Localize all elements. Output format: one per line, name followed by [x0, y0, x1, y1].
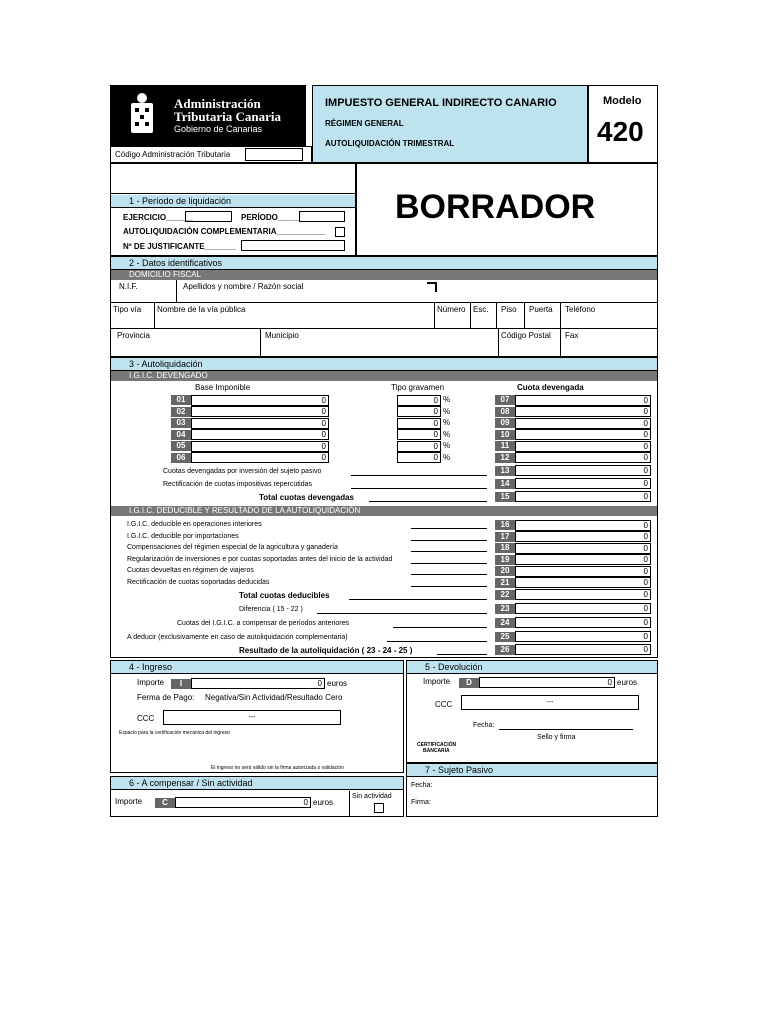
ingreso-ccc-field[interactable]: --- — [163, 710, 341, 725]
deducir-field[interactable]: 0 — [515, 631, 651, 642]
ingreso-importe-label: Importe — [137, 678, 165, 687]
inversion-field[interactable]: 0 — [515, 465, 651, 476]
ingreso-ccc-label: CCC — [137, 714, 155, 723]
resultado-field[interactable]: 0 — [515, 644, 651, 655]
base-field[interactable]: 0 — [191, 429, 329, 440]
name-input[interactable] — [179, 280, 439, 302]
compensar-code: C — [155, 798, 175, 808]
address-row — [111, 303, 657, 329]
base-num: 06 — [171, 453, 191, 463]
self-assessment-label: AUTOLIQUIDACIÓN TRIMESTRAL — [325, 139, 455, 148]
nif-row — [111, 280, 657, 303]
justificante-input[interactable] — [241, 240, 345, 251]
name-label: Apellidos y nombre / Razón social — [183, 282, 304, 291]
tax-title: IMPUESTO GENERAL INDIRECTO CANARIO — [325, 97, 557, 109]
cuota-num: 08 — [495, 407, 515, 417]
compensar-amount-field[interactable]: 0 — [175, 797, 311, 808]
devolucion-importe-label: Importe — [423, 677, 451, 686]
devengado-header: I.G.I.C. DEVENGADO — [111, 371, 657, 381]
cuota-num: 09 — [495, 418, 515, 428]
tipo-field[interactable]: 0 — [397, 441, 441, 452]
diferencia-field[interactable]: 0 — [515, 603, 651, 614]
deducible-num: 19 — [495, 555, 515, 565]
deducible-line — [411, 574, 487, 575]
deducible-header: I.G.I.C. DEDUCIBLE Y RESULTADO DE LA AUTOLIQUIDACIÓN — [111, 506, 657, 516]
deducible-num: 21 — [495, 578, 515, 588]
section5 — [406, 660, 658, 763]
ejercicio-input[interactable] — [185, 211, 232, 222]
espacio-label: Espacio para la certificación mecánica del ingreso — [119, 730, 230, 736]
deducir-label: A deducir (exclusivamente en caso de autoliquidación complementaria) — [127, 634, 348, 641]
cuota-devengada-header: Cuota devengada — [517, 383, 584, 392]
compensar-num: 24 — [495, 618, 515, 628]
deducible-line — [411, 586, 487, 587]
rectificacion-line — [351, 488, 487, 489]
devolucion-code: D — [459, 678, 479, 688]
ejercicio-label: EJERCICIO______ — [123, 213, 193, 222]
domicilio-header: DOMICILIO FISCAL — [111, 270, 657, 280]
compensar-label: Cuotas del I.G.I.C. a compensar de períodos anteriores — [177, 620, 349, 627]
section5-title: 5 - Devolución — [407, 661, 657, 674]
pct-sign: % — [443, 441, 451, 450]
inversion-num: 13 — [495, 466, 515, 476]
pct-sign: % — [443, 395, 451, 404]
tipo-field[interactable]: 0 — [397, 429, 441, 440]
rectificacion-num: 14 — [495, 479, 515, 489]
periodo-input[interactable] — [299, 211, 345, 222]
section7-title: 7 - Sujeto Pasivo — [407, 764, 657, 777]
admin-code-row — [110, 146, 312, 163]
cuota-field[interactable]: 0 — [515, 406, 651, 417]
deducible-label: Rectificación de cuotas soportadas deducidas — [127, 578, 270, 586]
base-num: 05 — [171, 441, 191, 451]
resultado-num: 26 — [495, 645, 515, 655]
ingreso-code: I — [171, 679, 191, 689]
deducible-num: 20 — [495, 566, 515, 576]
logo-block — [110, 85, 306, 146]
ingreso-amount-field[interactable]: 0 — [191, 678, 325, 689]
tipo-field[interactable]: 0 — [397, 395, 441, 406]
deducible-field[interactable]: 0 — [515, 566, 651, 577]
devolucion-fecha-line[interactable] — [499, 729, 633, 730]
municipio-cell[interactable]: Municipio — [261, 329, 499, 356]
devolucion-ccc-field[interactable]: --- — [461, 695, 639, 710]
deducible-num: 18 — [495, 543, 515, 553]
section1-title: 1 - Período de liquidación — [111, 195, 355, 208]
resultado-line — [437, 654, 487, 655]
deducible-line — [411, 528, 487, 529]
deducible-line — [411, 540, 487, 541]
deducible-num: 16 — [495, 520, 515, 530]
org-name-line1: Administración — [174, 96, 261, 111]
base-num: 01 — [171, 395, 191, 405]
org-name-line2: Tributaria Canaria — [174, 109, 282, 124]
total-deducibles-num: 22 — [495, 590, 515, 600]
compensar-line — [393, 627, 487, 628]
section1-top-empty — [111, 164, 355, 194]
devolucion-euros-label: euros — [617, 678, 638, 687]
section3-title: 3 - Autoliquidación — [111, 358, 657, 371]
sujeto-firma-label: Firma: — [411, 799, 431, 806]
section3 — [110, 357, 658, 658]
compensar-euros-label: euros — [313, 798, 334, 807]
deducible-line — [411, 563, 487, 564]
tipo-field[interactable]: 0 — [397, 418, 441, 429]
admin-code-input[interactable] — [245, 148, 303, 161]
inversion-label: Cuotas devengadas por inversión del sujeto pasivo — [163, 468, 322, 475]
deducir-line — [387, 641, 487, 642]
sin-actividad-cell — [349, 791, 403, 816]
draft-watermark: BORRADOR — [395, 188, 596, 226]
tipo-field[interactable]: 0 — [397, 406, 441, 417]
sin-actividad-checkbox[interactable] — [374, 803, 384, 813]
nif-input[interactable] — [111, 280, 177, 302]
nombre-via-cell[interactable]: Nombre de la vía pública — [155, 303, 435, 328]
fax-cell[interactable]: Fax — [565, 331, 579, 340]
total-devengadas-num: 15 — [495, 492, 515, 502]
pct-sign: % — [443, 452, 451, 462]
total-devengadas-field[interactable]: 0 — [515, 491, 651, 502]
base-num: 02 — [171, 407, 191, 417]
rectificacion-field[interactable]: 0 — [515, 478, 651, 489]
name-corner-mark — [427, 282, 437, 292]
total-devengadas-label: Total cuotas devengadas — [259, 493, 354, 502]
deducible-field[interactable]: 0 — [515, 554, 651, 565]
deducible-field[interactable]: 0 — [515, 543, 651, 554]
deducible-field[interactable]: 0 — [515, 520, 651, 531]
rectificacion-label: Rectificación de cuotas impositivas repercutidas — [163, 481, 313, 488]
codigo-postal-cell[interactable]: Código Postal — [499, 329, 561, 356]
cuota-field[interactable]: 0 — [515, 429, 651, 440]
section6-title: 6 - A compensar / Sin actividad — [111, 777, 403, 790]
base-field[interactable]: 0 — [191, 406, 329, 417]
compensar-field[interactable]: 0 — [515, 617, 651, 628]
cuota-field[interactable]: 0 — [515, 441, 651, 452]
forma-pago-value: Negativa/Sin Actividad/Resultado Cero — [205, 693, 343, 702]
admin-code-label: Código Administración Tributaria — [115, 150, 231, 159]
deducible-label: Cuotas devueltas en régimen de viajeros — [127, 567, 254, 574]
numero-cell[interactable]: Número — [435, 303, 471, 328]
pct-sign: % — [443, 429, 451, 439]
tax-form — [110, 85, 658, 817]
cuota-num: 12 — [495, 453, 515, 463]
deducible-label: I.G.I.C. deducible en operaciones interiores — [127, 521, 262, 528]
sin-actividad-label: Sin actividad — [352, 793, 392, 800]
ingreso-nota: El ingreso no será válido sin la firma autorizada o validación — [211, 765, 344, 771]
diferencia-line — [317, 613, 487, 614]
org-subname: Gobierno de Canarias — [174, 124, 263, 134]
diferencia-num: 23 — [495, 604, 515, 614]
base-num: 04 — [171, 430, 191, 440]
nif-label: N.I.F. — [119, 282, 138, 291]
model-number: 420 — [597, 116, 644, 147]
draft-watermark-box — [356, 163, 658, 256]
section2-title: 2 - Datos identificativos — [111, 257, 657, 270]
periodo-label: PERÍODO_____ — [241, 213, 301, 222]
deducible-label: Compensaciones del régimen especial de la agricultura y ganadería — [127, 544, 338, 551]
section1 — [110, 163, 356, 256]
certificacion-label: CERTIFICACIÓN — [417, 742, 457, 748]
resultado-label: Resultado de la autoliquidación ( 23 - 24 - 25 ) — [239, 646, 413, 655]
cuota-field[interactable]: 0 — [515, 418, 651, 429]
model-block — [588, 85, 658, 163]
base-num: 03 — [171, 418, 191, 428]
deducible-num: 17 — [495, 532, 515, 542]
section7 — [406, 763, 658, 817]
complementaria-label: AUTOLIQUIDACIÓN COMPLEMENTARIA___________ — [123, 227, 326, 236]
forma-pago-label: Ferma de Pago: — [137, 693, 195, 702]
tipo-via-cell[interactable]: Tipo vía — [111, 303, 155, 328]
cuota-num: 07 — [495, 395, 515, 405]
total-deducibles-field[interactable]: 0 — [515, 589, 651, 600]
compensar-importe-label: Importe — [115, 797, 143, 806]
title-block — [312, 85, 588, 163]
bancaria-label: BANCARIA — [423, 748, 450, 754]
ingreso-euros-label: euros — [327, 679, 348, 688]
cuota-num: 10 — [495, 430, 515, 440]
section4 — [110, 660, 404, 773]
piso-cell[interactable]: Piso — [497, 303, 525, 328]
location-row — [111, 329, 657, 356]
total-deducibles-label: Total cuotas deducibles — [239, 591, 330, 600]
section4-title: 4 - Ingreso — [111, 661, 403, 674]
base-field[interactable]: 0 — [191, 441, 329, 452]
tipo-field[interactable]: 0 — [397, 452, 441, 463]
devolucion-ccc-label: CCC — [435, 700, 453, 709]
total-devengadas-line — [369, 501, 487, 502]
diferencia-label: Diferencia ( 15 - 22 ) — [239, 606, 303, 613]
pct-sign: % — [443, 418, 451, 427]
deducible-field[interactable]: 0 — [515, 531, 651, 542]
base-field[interactable]: 0 — [191, 395, 329, 406]
puerta-cell[interactable]: Puerta — [525, 303, 561, 328]
deducible-label: I.G.I.C. deducible por importaciones — [127, 532, 239, 540]
deducible-field[interactable]: 0 — [515, 577, 651, 588]
regime-label: RÉGIMEN GENERAL — [325, 119, 404, 128]
devolucion-amount-field[interactable]: 0 — [479, 677, 615, 688]
section6 — [110, 776, 404, 817]
inversion-line — [351, 475, 487, 476]
tipo-gravamen-header: Tipo gravamen — [391, 383, 445, 392]
base-field[interactable]: 0 — [191, 452, 329, 463]
deducir-num: 25 — [495, 632, 515, 642]
sello-firma-label: Sello y firma — [537, 734, 576, 741]
telefono-cell[interactable]: Teléfono — [565, 305, 596, 314]
esc-cell[interactable]: Esc. — [471, 303, 497, 328]
total-deducibles-line — [349, 599, 487, 600]
deducible-line — [411, 551, 487, 552]
cuota-field[interactable]: 0 — [515, 452, 651, 463]
justificante-label: Nº DE JUSTIFICANTE_______ — [123, 242, 236, 251]
cuota-num: 11 — [495, 441, 515, 451]
devolucion-fecha-label: Fecha: — [473, 722, 495, 729]
model-label: Modelo — [603, 95, 642, 107]
complementaria-checkbox[interactable] — [335, 227, 345, 237]
base-imponible-header: Base Imponible — [195, 383, 251, 392]
cuota-field[interactable]: 0 — [515, 395, 651, 406]
sujeto-fecha-label: Fecha: — [411, 782, 433, 789]
coat-of-arms-icon — [128, 91, 156, 137]
section2 — [110, 256, 658, 357]
pct-sign: % — [443, 406, 451, 416]
base-field[interactable]: 0 — [191, 418, 329, 429]
provincia-cell[interactable]: Provincia — [111, 329, 261, 356]
deducible-label: Regularización de inversiones e por cuotas soportadas antes del inicio de la actividad — [127, 555, 393, 563]
